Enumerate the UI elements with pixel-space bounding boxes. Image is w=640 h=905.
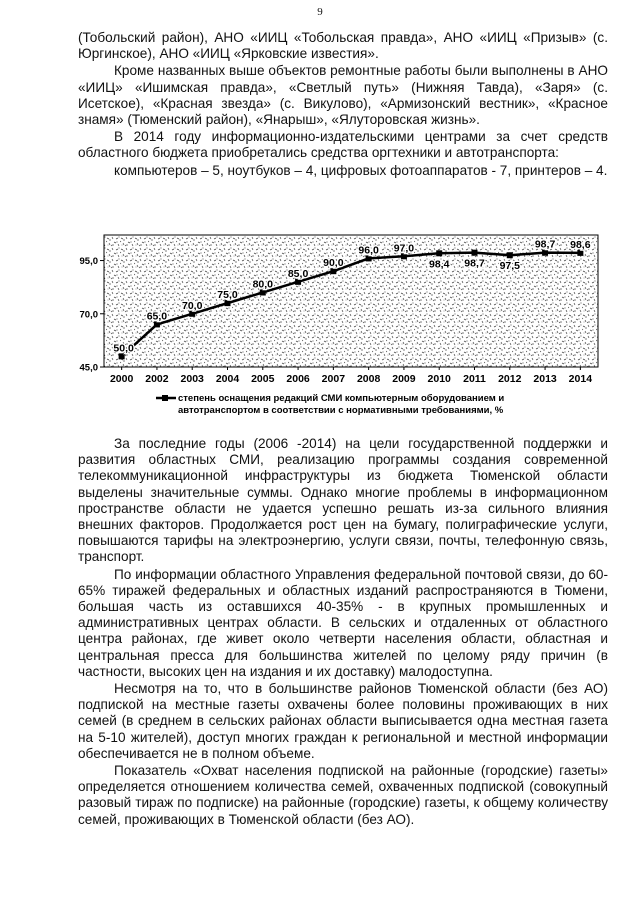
paragraph: За последние годы (2006 -2014) на цели государственной поддержки и развития областных СМИ, реализацию программы создания современной телекоммуникационной инфраструктуры из бюджета Тюменской области выделены значительные суммы. Однако многие проблемы в информационном пространстве области не удается успешно решать из-за сильного влияния внешних факторов. Продолжается рост цен на бумагу, полиграфические услуги, повышаются тарифы на электроэнергию, услуги связи, почты, телефонную связь, транспорт. [78,436,608,565]
data-label: 98,7 [534,238,556,251]
data-label: 98,4 [428,258,450,271]
data-label: 80,0 [252,278,274,291]
data-label: 97,5 [499,260,521,273]
x-tick-label: 2005 [251,373,275,385]
text-block-top [78,30,608,180]
paragraph: Кроме названных выше объектов ремонтные работы были выполнены в АНО «ИИЦ» «Ишимская правда», «Светлый путь» (Нижняя Тавда), «Заря» (с. Исетское), «Красная звезда» (с. Викулово), «Армизонский вестник», «Красное знамя» (Тюменский район), «Янарыш», «Ялуторовская жизнь». [78,63,608,128]
legend-line-1: степень оснащения редакций СМИ компьютерным оборудованием и [178,393,505,404]
data-label: 97,0 [393,242,415,255]
paragraph: По информации областного Управления федеральной почтовой связи, до 60-65% тиражей федеральных и областных изданий распространяются в Тюмени, большая часть из оставшихся 40-35% - в крупных промышленных и административных центрах области. В сельских и отдаленных от областного центра районах, где живет около четверти населения области, областная и центральная пресса для большинства жителей по целому ряду причин (в частности, высоких цен на издания и их доставку) малодоступна. [78,566,608,679]
y-tick-label: 70,0 [79,309,98,321]
x-tick-label: 2006 [286,373,310,385]
data-label: 70,0 [181,299,203,312]
text-block-bottom [78,436,608,829]
data-label: 75,0 [217,289,238,302]
legend [156,393,504,416]
page-number: 9 [317,6,323,18]
data-label: 65,0 [146,310,168,323]
paragraph: Несмотря на то, что в большинстве районов Тюменской области (без АО) подпиской на местные газеты охвачены более половины проживающих в них семей (в среднем в сельских районах области выписывается одна местная газета на 5-10 жителей), доступ многих граждан к региональной и местной информации обеспечивается не в полном объеме. [78,681,608,761]
data-label: 98,7 [464,257,485,270]
paragraph: Показатель «Охват населения подпиской на районные (городские) газеты» определяется отношением количества семей, охваченных подпиской (совокупный разовый тираж по подписке) на районные (городские) газеты, к общему количеству семей, проживающих в Тюменской области (без АО). [78,763,608,827]
x-tick-label: 2010 [427,373,451,385]
paragraph: компьютеров – 5, ноутбуков – 4, цифровых фотоаппаратов - 7, принтеров – 4. [114,162,608,178]
legend-line-2: автотранспортом в соответствии с нормативными требованиями, % [178,405,504,416]
data-label: 85,0 [287,267,309,280]
equipment-chart [78,225,618,425]
data-point [436,250,442,256]
x-tick-label: 2012 [498,373,522,385]
data-label: 90,0 [323,257,344,270]
x-tick-label: 2002 [145,373,169,385]
x-tick-label: 2000 [109,373,134,385]
y-tick-label: 45,0 [79,362,98,374]
paragraph: В 2014 году информационно-издательскими центрами за счет средств областного бюджета приобретались средства оргтехники и автотранспорта: [78,129,608,161]
x-tick-label: 2007 [321,373,346,385]
data-point [472,250,478,256]
line-chart [78,225,618,425]
data-label: 98,6 [570,238,591,251]
x-tick-label: 2011 [463,373,486,385]
paragraph: (Тобольский район), АНО «ИИЦ «Тобольская правда», АНО «ИИЦ «Призыв» (с. Юргинское), АНО «ИИЦ «Ярковские известия». [78,30,608,62]
data-label: 50,0 [113,342,134,355]
y-tick-label: 95,0 [79,256,98,268]
data-point [507,252,513,258]
x-tick-label: 2009 [392,373,416,385]
legend-marker [162,395,168,401]
x-tick-label: 2003 [180,373,204,385]
x-tick-label: 2004 [215,373,240,385]
x-tick-label: 2013 [533,373,557,385]
data-label: 96,0 [358,244,379,257]
x-tick-label: 2014 [568,373,593,385]
x-tick-label: 2008 [356,373,381,385]
